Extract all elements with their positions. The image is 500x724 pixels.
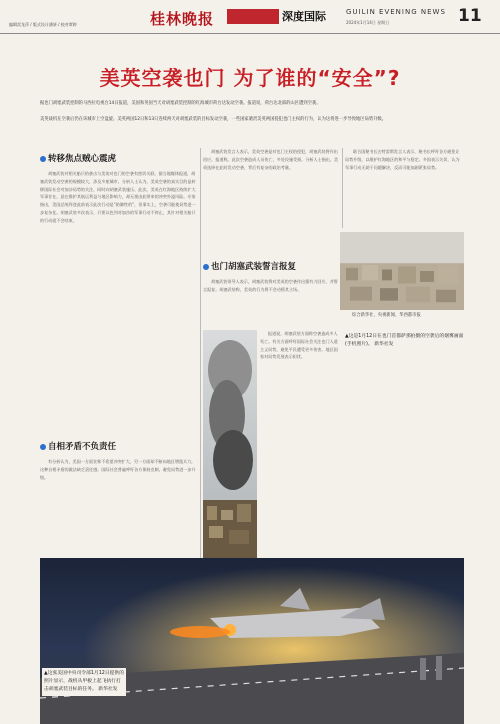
subhead-2: 也门胡塞武装誓言报复 — [203, 260, 296, 272]
source-byline: 综合新华社、央视新闻、华西都市报 — [352, 313, 421, 318]
subhead-1: 转移焦点贼心震虎 — [40, 152, 116, 164]
subhead-3: 自相矛盾不负责任 — [40, 440, 116, 452]
article-column-1: 胡塞武装对相关船只的袭击与美英对也门的空袭有密切关联。据当地媒体报道，胡塞武装发动空袭的规模较大，涉及多座城市。分析人士认为，美英空袭的真实目的是转移国际社会对加沙局势的关注，同时向胡塞武装施压。此次，美英在红海地区持续扩大军事存在，意在维护其航运利益与地区影响力，却无视由此带来的冲突外溢风险。专家指出，美国总统拜登此前表示此次行动是“防御性的”，但事实上，空袭可能使局势进一步复杂化。胡塞武装多次表示，只要以色列对加沙的军事行动不停止，其针对相关船只的行动就不会结束。 — [40, 171, 196, 223]
bullet-icon — [203, 264, 209, 270]
article-column-3: 联合国秘书长古特雷斯发言人表示，秘书长呼吁各方避免让局势升级，以维护红海地区的和平与稳定。多国表示关切，认为军事行动无助于问题解决，反而可能加剧紧张局势。 — [345, 149, 460, 170]
page-header — [0, 0, 500, 34]
bullet-icon — [40, 156, 46, 162]
smoke-column-photo — [203, 330, 257, 560]
column-divider — [342, 148, 343, 228]
carrier-deck-photo — [40, 558, 464, 724]
lead-paragraph-2: 美英战机在空袭后仍在该城市上空盘旋。美英两国12日和13日连续两天对胡塞武装的目标发动空袭，一些国家谴责美英两国侵犯也门主权的行为，认为这将进一步导致地区局势升级。 — [40, 117, 387, 122]
section-title: 深度国际 — [282, 10, 326, 23]
headline: 美英空袭也门 为了谁的“安全”? — [99, 66, 401, 90]
newspaper-logo: 桂林晚报 — [150, 10, 215, 28]
lead-paragraph-1: 据也门胡塞武装控制的马西拉电视台14日报道，美国和英国当天对胡塞武装控制的红海城市荷台达发动空袭。报道说，荷台达北部的山区遭到空袭。 — [40, 101, 321, 106]
article-column-2b: 胡塞武装领导人表示，胡塞武装将对美英的空袭作出强有力回应，并誓言报复。胡塞武装称，美英的行为将不会动摇其立场。 — [203, 279, 338, 292]
issue-date: 2024年1月14日 星期日 — [346, 20, 390, 25]
photo-caption-carrier: ▲这张美国中央司令部1月12日提供的照片显示，战机从甲板上起飞执行打击胡塞武装目标的任务。 新华社发 — [42, 668, 126, 696]
sanaa-city-photo — [340, 232, 464, 310]
bullet-icon — [40, 444, 46, 450]
page-number: 11 — [458, 6, 482, 26]
photo-caption-sanaa: ▲这是1月12日在也门首都萨那拍摄的空袭后的烟雾画面(手机照片)。 新华社发 — [345, 334, 464, 347]
paper-name: GUILIN EVENING NEWS — [346, 8, 446, 16]
editor-credits: 编辑雷龙萍 / 版式设计潘妍 / 校对覃婷 — [9, 22, 77, 27]
article-column-2c: 报道说，胡塞武装方面称空袭造成多人死亡。有关方面呼吁国际社会关注也门人道主义局势，避免平民遭受更多伤害。地区国家对局势发展表示担忧。 — [260, 331, 338, 360]
article-column-2: 胡塞武装发言人表示，美英空袭是对也门主权的侵犯，胡塞武装将作出回应。报道称，此次空袭造成人员伤亡，多处设施受损。分析人士指出，美英选择在此时发动空袭，背后有复杂的政治考量。 — [203, 149, 339, 170]
section-badge — [227, 9, 279, 24]
column-divider — [200, 148, 201, 558]
article-column-1b: 有分析认为，美国一方面宣称不希望冲突扩大，另一方面却不断向地区增派兵力，这种自相矛盾的做法缺乏责任感。国际社会普遍呼吁各方保持克制，避免局势进一步升级。 — [40, 459, 196, 480]
